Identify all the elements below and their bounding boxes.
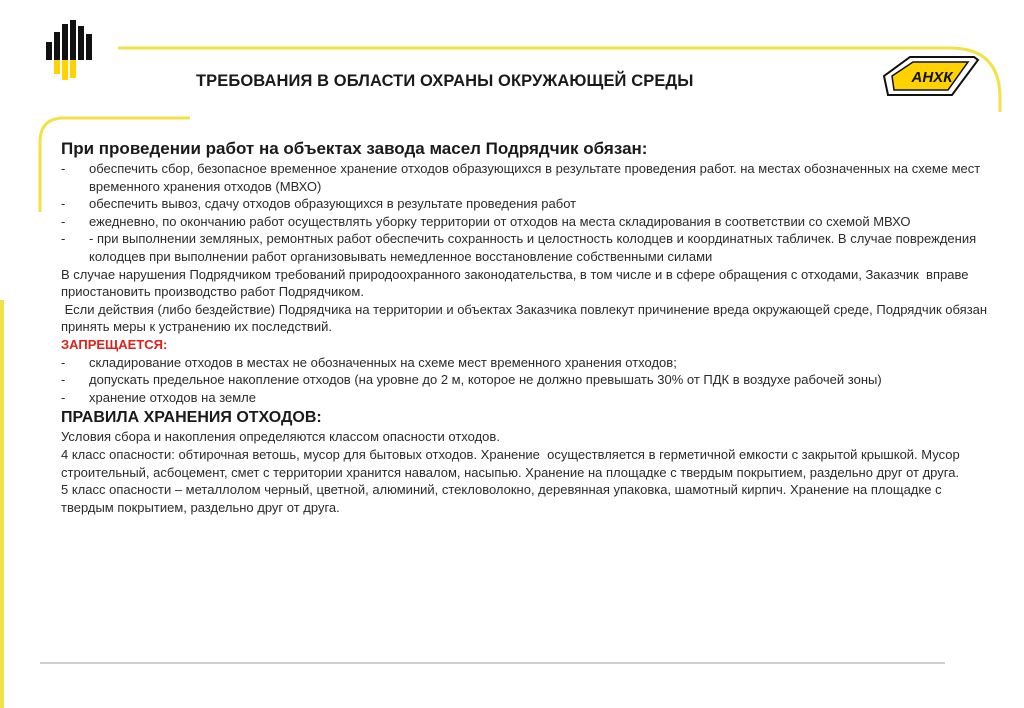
dash-marker: -	[61, 231, 66, 247]
duty-text: - при выполнении земляных, ремонтных работ обеспечить сохранность и целостность колодцев и координатных табличек. В случае повреждения колодцев при выполнении работ организовывать немедленное восстановление собственными силами	[89, 231, 977, 264]
prohibited-item	[61, 354, 991, 372]
prohibited-item	[61, 389, 991, 407]
rules-paragraph: 5 класс опасности – металлолом черный, цветной, алюминий, стекловолокно, деревянная упаковка, шамотный кирпич. Хранение на площадке с твердым покрытием, раздельно друг от друга.	[61, 482, 946, 515]
dash-marker: -	[61, 354, 66, 370]
bottom-divider	[40, 662, 945, 664]
rules-paragraph: 4 класс опасности: обтирочная ветошь, мусор для бытовых отходов. Хранение осуществляется в герметичной емкости с закрытой крышкой. Мусор строительный, асбоцемент, смет с территории хранится навалом, насыпью. Хранение на площадке с твердым покрытием, раздельно друг от друга.	[61, 446, 964, 480]
dash-marker: -	[61, 389, 66, 405]
page-title: ТРЕБОВАНИЯ В ОБЛАСТИ ОХРАНЫ ОКРУЖАЮЩЕЙ СРЕДЫ	[196, 72, 694, 90]
prohibited-item	[61, 371, 991, 389]
duty-item	[61, 195, 991, 213]
duty-text: обеспечить сбор, безопасное временное хранение отходов образующихся в результате проведения работ. на местах обозначенных на схеме мест временного хранения отходов (МВХО)	[89, 161, 981, 194]
duty-item	[61, 213, 991, 231]
prohibited-heading: ЗАПРЕЩАЕТСЯ:	[61, 336, 168, 352]
duty-item	[61, 160, 991, 195]
duty-item	[61, 230, 991, 265]
frame-left-stripe	[0, 300, 4, 708]
damage-paragraph: Если действия (либо бездействие) Подрядчика на территории и объектах Заказчика повлекут причинение вреда окружающей среде, Подрядчик обязан принять меры к устранению их последствий.	[61, 301, 991, 335]
dash-marker: -	[61, 161, 66, 176]
rules-paragraph: Условия сбора и накопления определяются классом опасности отходов.	[61, 429, 500, 445]
prohibited-text: складирование отходов в местах не обозначенных на схеме мест временного хранения отходов;	[89, 354, 677, 370]
violation-paragraph: В случае нарушения Подрядчиком требований природоохранного законодательства, в том числе и в сфере обращения с отходами, Заказчик вправе приостановить производство работ Подрядчиком.	[61, 266, 973, 300]
anhk-logo-text: АНХК	[911, 69, 953, 86]
lead-heading: При проведении работ на объектах завода масел Подрядчик обязан:	[61, 139, 648, 158]
duty-text: ежедневно, по окончанию работ осуществлять уборку территории от отходов на места складирования в соответствии со схемой МВХО	[89, 213, 911, 229]
prohibited-text: допускать предельное накопление отходов (на уровне до 2 м, которое не должно превышать 30% от ПДК в воздухе рабочей зоны)	[89, 372, 882, 388]
dash-marker: -	[61, 213, 66, 229]
anhk-logo-icon	[880, 54, 982, 98]
dash-marker: -	[61, 196, 66, 212]
rules-heading: ПРАВИЛА ХРАНЕНИЯ ОТХОДОВ:	[61, 409, 322, 427]
prohibited-text: хранение отходов на земле	[89, 389, 257, 405]
dash-marker: -	[61, 372, 66, 388]
duty-text: обеспечить вывоз, сдачу отходов образующихся в результате проведения работ	[89, 196, 577, 212]
company-logo-icon	[40, 18, 104, 82]
main-content	[61, 138, 991, 516]
